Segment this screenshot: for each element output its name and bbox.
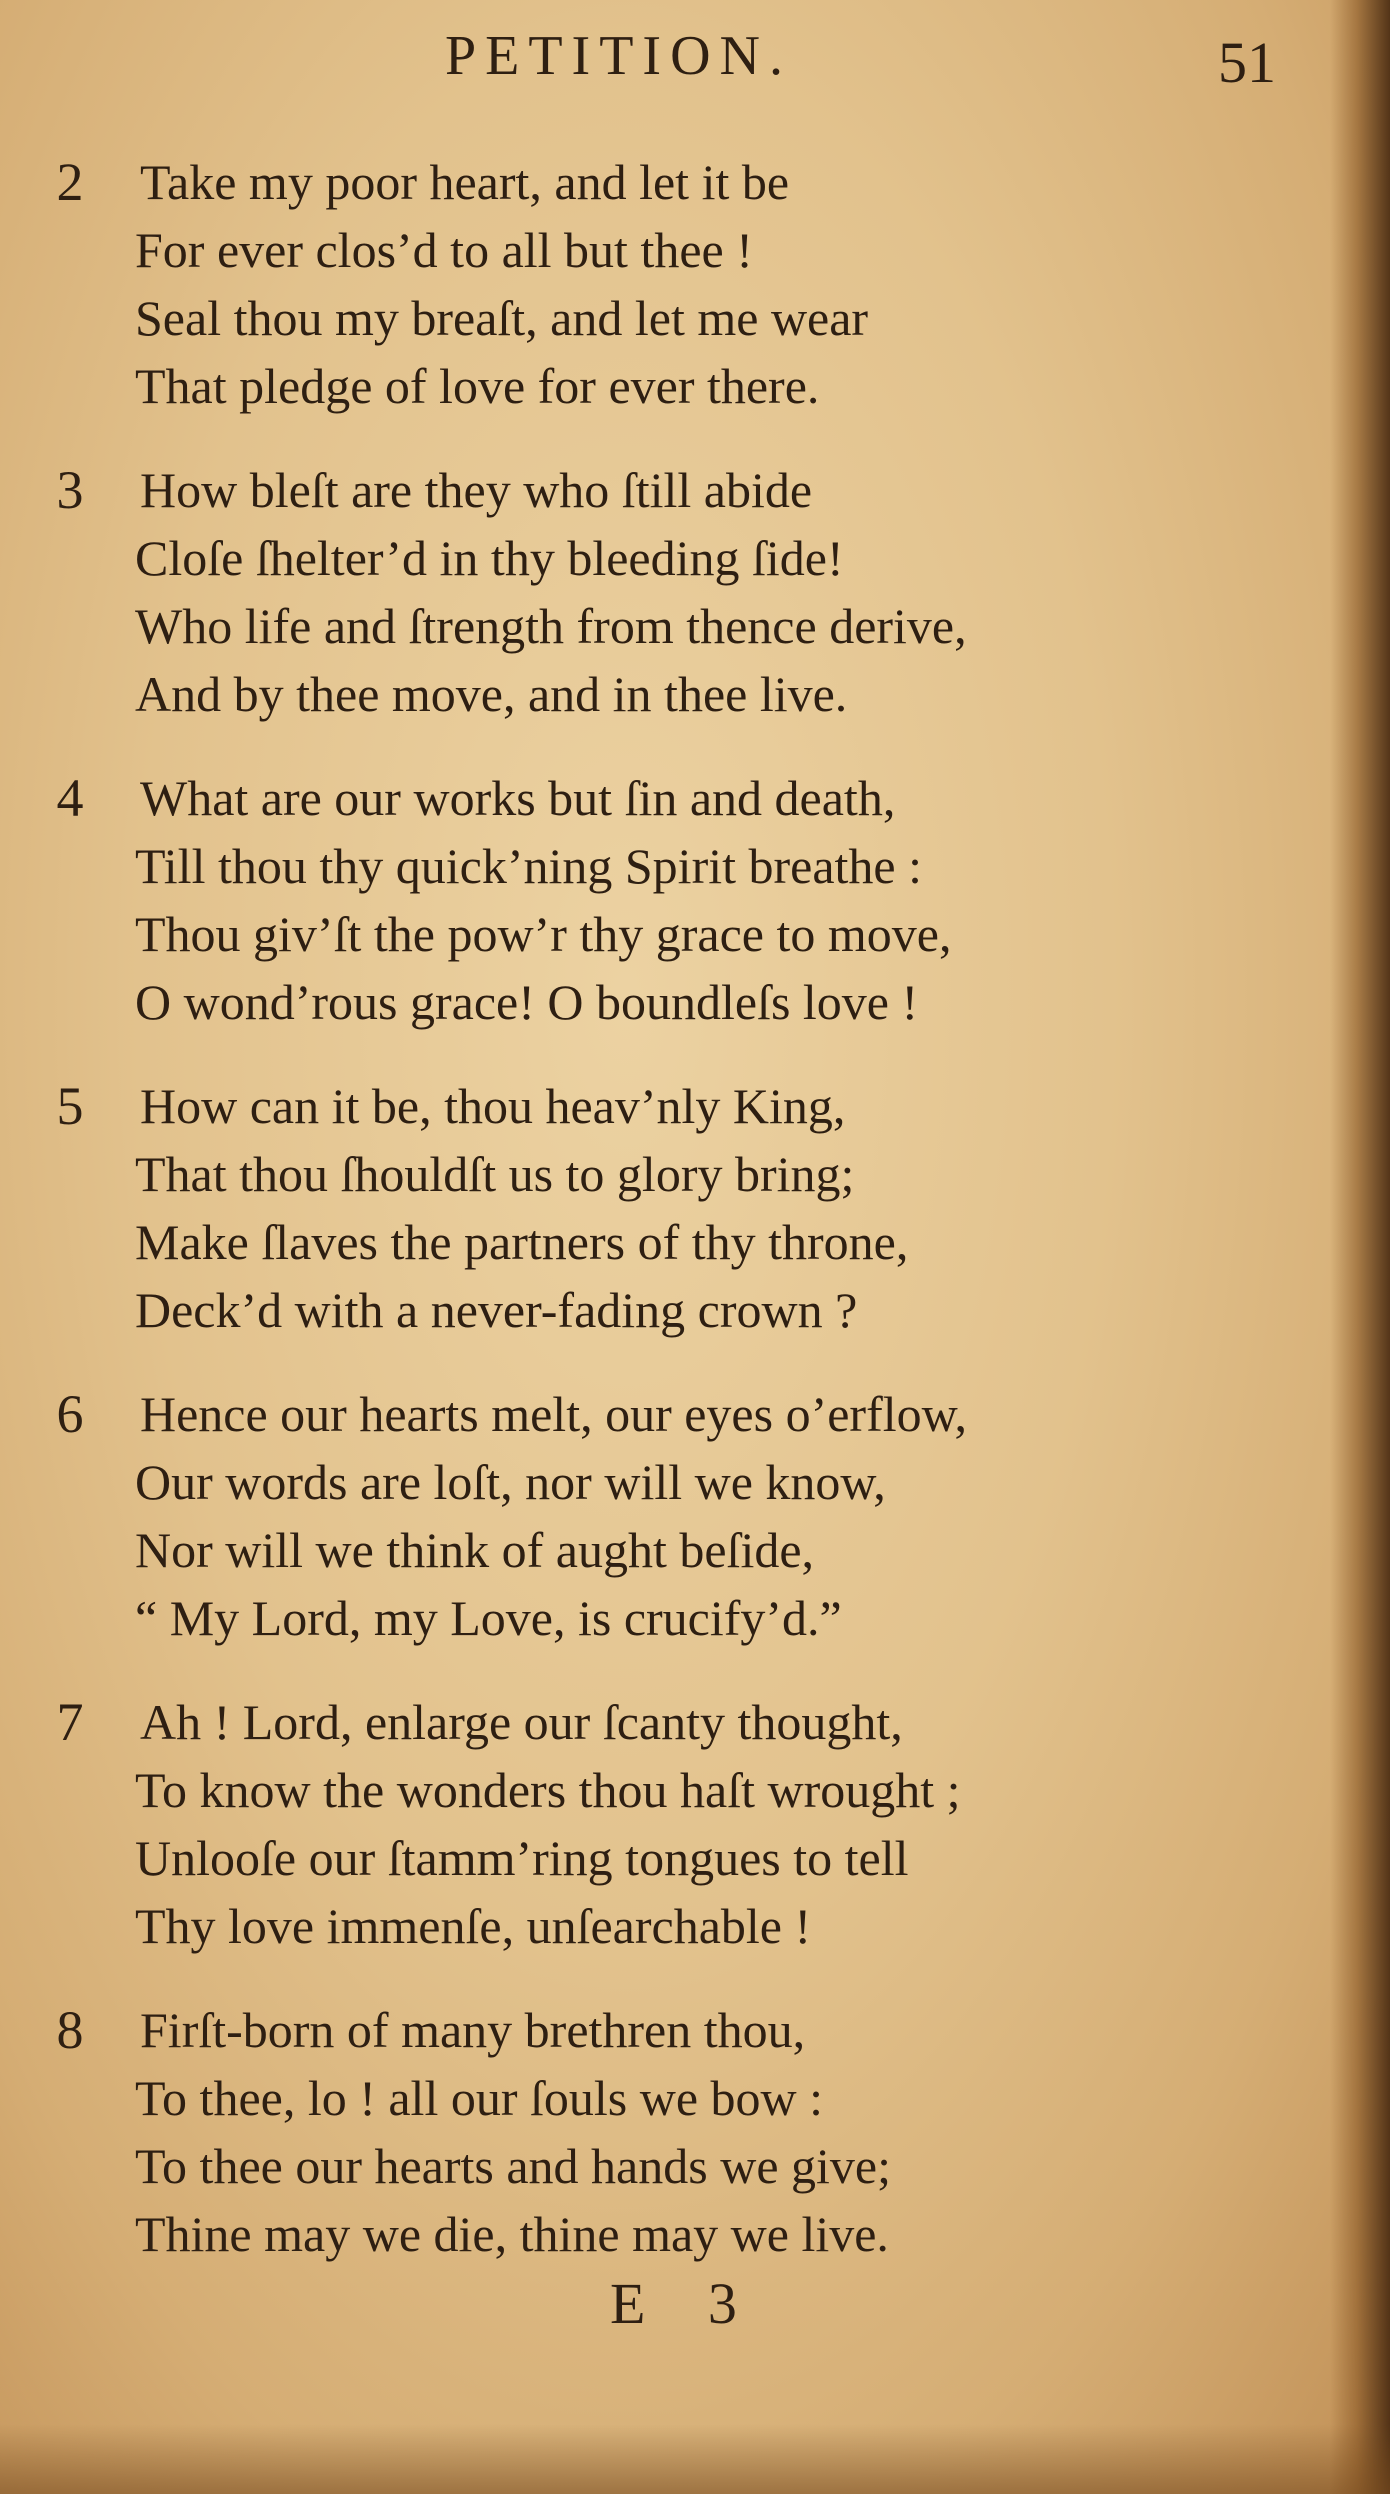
verse-line: Take my poor heart, and let it be [140,154,790,210]
verse-line: To thee our hearts and hands we give; [135,2138,891,2194]
verse-line: Firſt-born of many brethren thou, [140,2002,806,2058]
stanza-number: 6 [56,1384,84,1444]
verse-line: “ My Lord, my Love, is crucify’d.” [135,1590,842,1646]
verse-line: How bleſt are they who ſtill abide [140,462,813,518]
page-number: 51 [1218,30,1276,95]
verse-line: Deck’d with a never-fading crown ? [135,1282,858,1338]
verse-line: Ah ! Lord, enlarge our ſcanty thought, [140,1694,903,1750]
verse-line: Unlooſe our ſtamm’ring tongues to tell [135,1830,909,1886]
stanza [40,1996,1240,2304]
verse-line: That thou ſhouldſt us to glory bring; [135,1146,855,1202]
verse-line: To know the wonders thou haſt wrought ; [135,1762,961,1818]
verse-line: Make ſlaves the partners of thy throne, [135,1214,909,1270]
verse-line: What are our works but ſin and death, [140,770,896,826]
verse-line: Thou giv’ſt the pow’r thy grace to move, [135,906,952,962]
page-bottom-shadow [0,2424,1390,2494]
stanza [40,456,1240,764]
verse-line: Hence our hearts melt, our eyes o’erflow, [140,1386,967,1442]
verse-line: Nor will we think of aught beſide, [135,1522,815,1578]
stanza [40,764,1240,1072]
stanza [40,1380,1240,1688]
signature-mark: E 3 [610,2271,761,2336]
stanza-number: 3 [56,460,84,520]
stanza-number: 8 [56,2000,84,2060]
page-edge-shadow [1330,0,1390,2494]
stanza [40,1688,1240,1996]
stanza [40,148,1240,456]
verse-line: O wond’rous grace! O boundleſs love ! [135,974,919,1030]
verse-line: Till thou thy quick’ning Spirit breathe : [135,838,923,894]
verse-line: Cloſe ſhelter’d in thy bleeding ſide! [135,530,844,586]
verse-line: Thine may we die, thine may we live. [135,2206,889,2262]
verse-line: Who life and ſtrength from thence derive, [135,598,967,654]
stanza [40,1072,1240,1380]
stanza-number: 5 [56,1076,84,1136]
stanza-number: 2 [56,152,84,212]
stanza-number: 7 [56,1692,84,1752]
verse-line: How can it be, thou heav’nly King, [140,1078,846,1134]
running-title: PETITION. [445,25,792,87]
verse-line: To thee, lo ! all our ſouls we bow : [135,2070,824,2126]
verse-line: Thy love immenſe, unſearchable ! [135,1898,812,1954]
stanza-number: 4 [56,768,84,828]
verse-line: For ever clos’d to all but thee ! [135,222,753,278]
verse-line: Seal thou my breaſt, and let me wear [135,290,869,346]
verse-line: Our words are loſt, nor will we know, [135,1454,886,1510]
hymn-stanzas [40,148,1240,2304]
verse-line: That pledge of love for ever there. [135,358,820,414]
verse-line: And by thee move, and in thee live. [135,666,848,722]
